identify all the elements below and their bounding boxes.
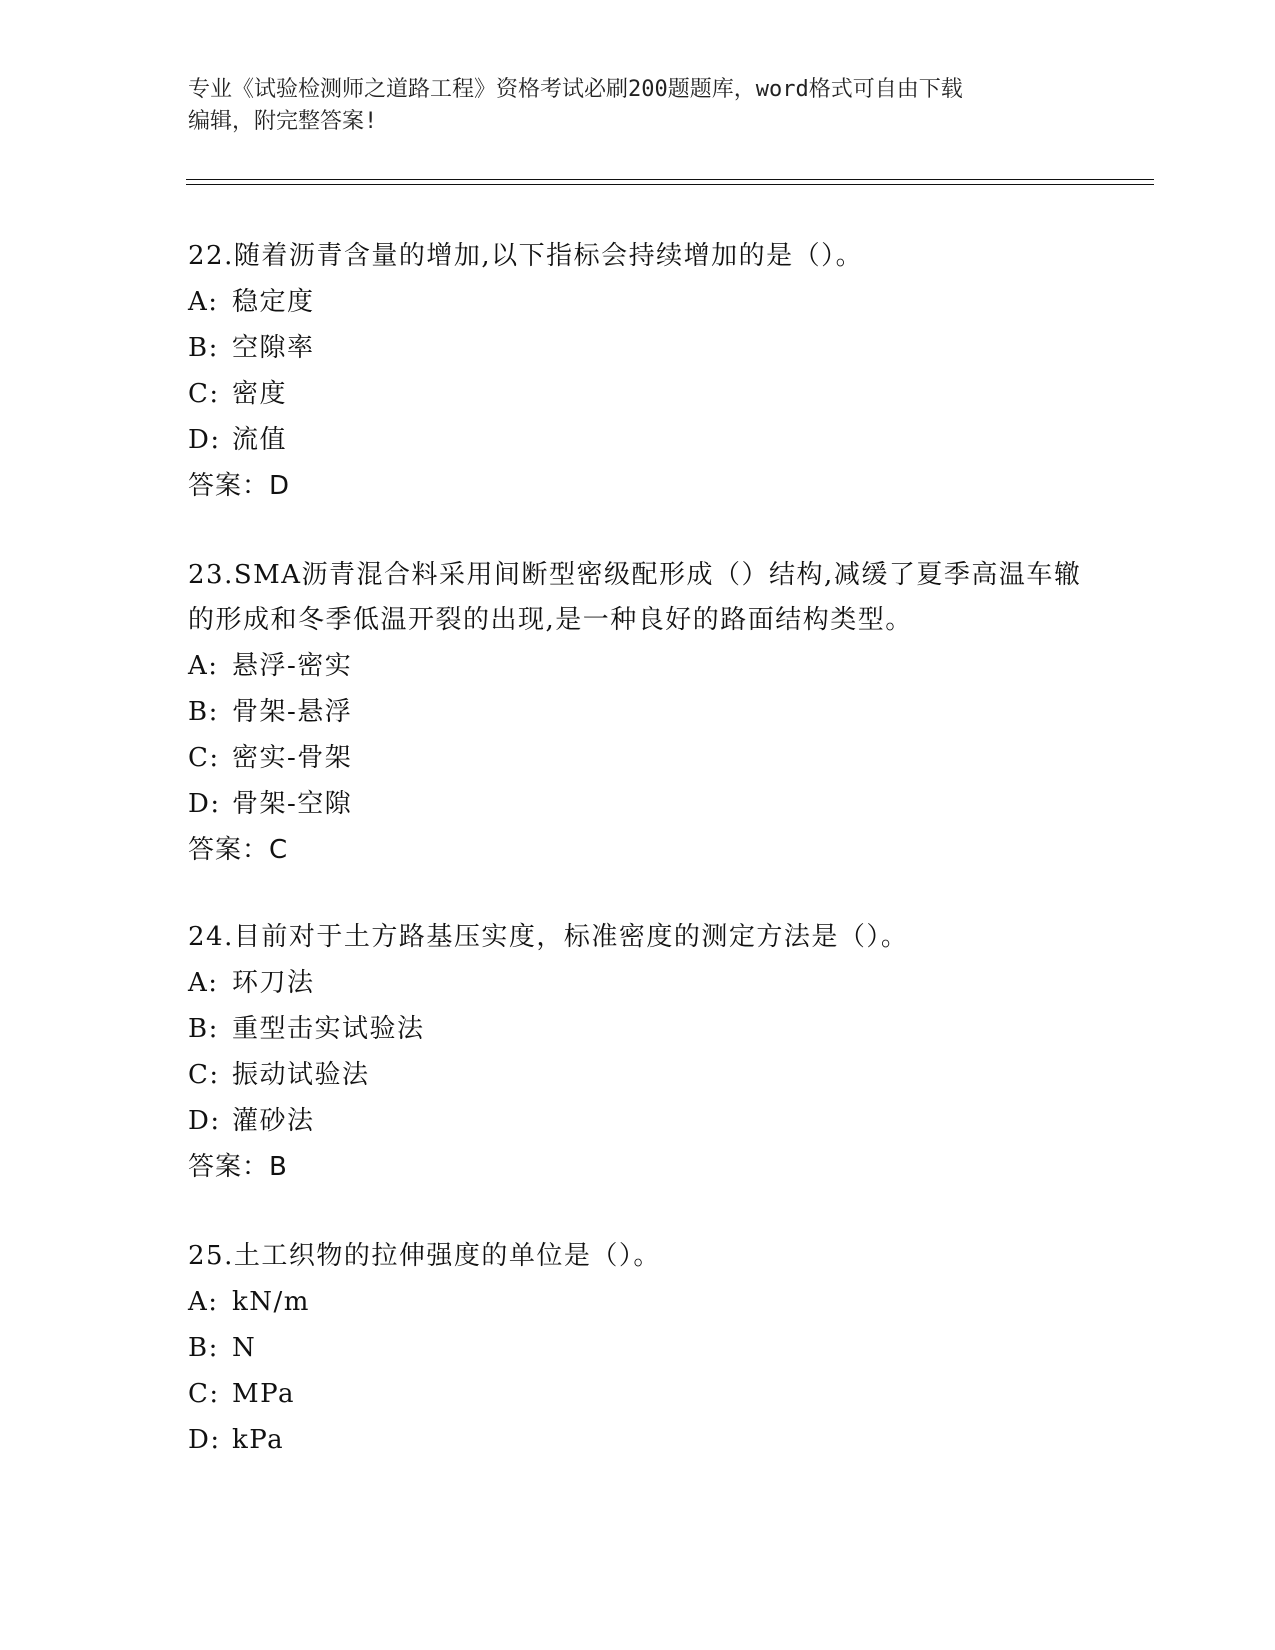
- question-22: [188, 234, 1088, 509]
- option-text: 密实-骨架: [232, 743, 353, 773]
- option-key: A:: [188, 287, 219, 317]
- option-key: B:: [188, 333, 219, 363]
- question-24: [188, 915, 1088, 1190]
- header-divider-top: [186, 179, 1154, 180]
- answer-line: [188, 1144, 1088, 1190]
- option-text: 密度: [232, 379, 288, 409]
- option-text: 稳定度: [232, 287, 315, 317]
- option-text: MPa: [232, 1379, 295, 1409]
- option-d: [188, 1098, 1088, 1144]
- option-a: [188, 279, 1088, 325]
- option-b: [188, 1006, 1088, 1052]
- option-b: [188, 325, 1088, 371]
- option-text: 空隙率: [232, 333, 315, 363]
- option-key: A:: [188, 651, 219, 681]
- option-text: 灌砂法: [232, 1106, 315, 1136]
- header-title-line-1: 专业《试验检测师之道路工程》资格考试必刷200题题库，word格式可自由下载: [188, 77, 963, 102]
- option-text: N: [232, 1333, 257, 1363]
- header-divider-bottom: [186, 184, 1154, 185]
- option-b: [188, 689, 1088, 735]
- option-c: [188, 735, 1088, 781]
- option-text: 环刀法: [232, 968, 315, 998]
- option-d: [188, 1417, 1088, 1463]
- question-stem: 24.目前对于土方路基压实度，标准密度的测定方法是（）。: [188, 922, 909, 952]
- option-key: A:: [188, 968, 219, 998]
- option-key: D:: [188, 1425, 221, 1455]
- option-key: C:: [188, 1379, 220, 1409]
- option-text: kN/m: [232, 1287, 310, 1317]
- option-a: [188, 960, 1088, 1006]
- option-key: A:: [188, 1287, 219, 1317]
- answer-line: [188, 827, 1088, 873]
- option-text: 重型击实试验法: [232, 1014, 425, 1044]
- option-b: [188, 1325, 1088, 1371]
- answer-value: D: [269, 471, 291, 501]
- answer-value: C: [269, 835, 289, 865]
- option-a: [188, 1279, 1088, 1325]
- answer-value: B: [269, 1152, 288, 1182]
- option-key: B:: [188, 1333, 219, 1363]
- document-header: [188, 74, 1088, 138]
- header-title-line-2: 编辑，附完整答案!: [188, 109, 378, 134]
- answer-line: [188, 463, 1088, 509]
- option-c: [188, 371, 1088, 417]
- answer-label: 答案：: [188, 471, 270, 501]
- option-c: [188, 1052, 1088, 1098]
- option-key: B:: [188, 1014, 219, 1044]
- question-stem: 25.土工织物的拉伸强度的单位是（）。: [188, 1241, 661, 1271]
- option-text: 骨架-悬浮: [232, 697, 353, 727]
- option-key: D:: [188, 789, 221, 819]
- question-stem: 23.SMA沥青混合料采用间断型密级配形成（）结构,减缓了夏季高温车辙的形成和冬季低温开裂的出现,是一种良好的路面结构类型。: [188, 560, 1082, 635]
- option-d: [188, 781, 1088, 827]
- option-key: B:: [188, 697, 219, 727]
- option-key: D:: [188, 425, 221, 455]
- option-key: C:: [188, 379, 220, 409]
- question-stem: 22.随着沥青含量的增加,以下指标会持续增加的是（）。: [188, 241, 864, 271]
- option-c: [188, 1371, 1088, 1417]
- option-a: [188, 643, 1088, 689]
- answer-label: 答案：: [188, 1152, 270, 1182]
- question-25: [188, 1234, 1088, 1463]
- option-key: C:: [188, 743, 220, 773]
- option-text: 振动试验法: [232, 1060, 370, 1090]
- option-key: C:: [188, 1060, 220, 1090]
- option-text: 骨架-空隙: [232, 789, 353, 819]
- option-text: 悬浮-密实: [232, 651, 353, 681]
- option-key: D:: [188, 1106, 221, 1136]
- option-text: 流值: [232, 425, 288, 455]
- answer-label: 答案：: [188, 835, 270, 865]
- question-23: [188, 553, 1088, 873]
- option-d: [188, 417, 1088, 463]
- option-text: kPa: [232, 1425, 285, 1455]
